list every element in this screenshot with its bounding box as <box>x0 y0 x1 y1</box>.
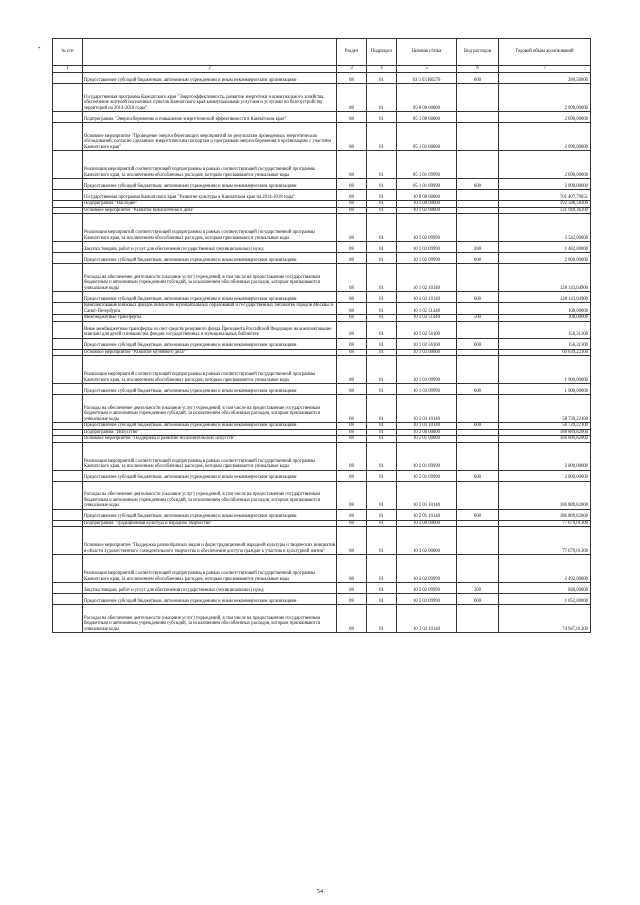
row-name-cell: Основное мероприятие "Поддержка и развитие исполнительских искусств" <box>83 436 337 443</box>
row-section-cell: 08 <box>337 338 367 349</box>
row-num-cell <box>53 509 83 520</box>
row-amount-cell: 58 739,22100 <box>499 423 591 430</box>
row-exptype-cell: 600 <box>457 509 499 520</box>
row-name-cell: Основное мероприятие "Развитие музейного дела" <box>83 349 337 356</box>
row-subsection-cell: 01 <box>367 242 397 253</box>
row-subsection-cell: 01 <box>367 84 397 112</box>
row-subsection-cell: 01 <box>367 349 397 356</box>
row-section-cell: 08 <box>337 264 367 292</box>
col-number: 5 <box>397 66 457 73</box>
row-section-cell: 08 <box>337 292 367 303</box>
row-target-cell: 10 1 02 09990 <box>397 253 457 264</box>
table-row <box>53 442 591 470</box>
table-row <box>53 214 591 242</box>
row-name-cell: Предоставление субсидий бюджетным, автономным учреждениям и иным некоммерческим организациям <box>83 253 337 264</box>
row-exptype-cell <box>457 555 499 583</box>
row-name-cell: Реализация мероприятий соответствующей подпрограммы в рамках соответствующей государственной программы Камчатского края, за исключением обособленных расходов, которым присваиваются уникальные коды <box>83 151 337 179</box>
row-num-cell <box>53 123 83 151</box>
row-section-cell: 08 <box>337 555 367 583</box>
row-name-cell: Предоставление субсидий бюджетным, автономным учреждениям и иным некоммерческим организациям <box>83 73 337 84</box>
row-name-cell: Основное мероприятие "Развитие библиотечного дела" <box>83 207 337 214</box>
row-subsection-cell: 01 <box>367 264 397 292</box>
row-subsection-cell: 01 <box>367 338 397 349</box>
row-name-cell: Государственная программа Камчатского края "Энергоэффективность, развитие энергетики и коммунального хозяйства, обеспечение жителей населенных пунктов Камчатского края коммунальными услугами и услугами по благоустройству территорий на 2014-2018 годы" <box>83 84 337 112</box>
row-subsection-cell: 01 <box>367 520 397 527</box>
row-section-cell: 08 <box>337 84 367 112</box>
row-amount-cell: 77 679,01300 <box>499 527 591 555</box>
row-target-cell: 10 1 02 09990 <box>397 242 457 253</box>
row-exptype-cell: 600 <box>457 594 499 605</box>
row-amount-cell: 186 889,82000 <box>499 509 591 520</box>
row-exptype-cell: 600 <box>457 384 499 395</box>
row-amount-cell: 188 889,82000 <box>499 436 591 443</box>
row-name-cell: Межбюджетные трансферты <box>83 315 337 322</box>
row-subsection-cell: 01 <box>367 151 397 179</box>
row-target-cell: 10 2 01 10140 <box>397 509 457 520</box>
col-number: 7 <box>499 66 591 73</box>
row-num-cell <box>53 555 83 583</box>
row-target-cell: 10 1 02 10140 <box>397 292 457 303</box>
header-exptype: Вид расходов <box>457 39 499 66</box>
row-amount-cell: 2 090,00000 <box>499 179 591 190</box>
row-amount-cell: 131 949,36200 <box>499 207 591 214</box>
row-subsection-cell: 01 <box>367 429 397 436</box>
row-exptype-cell: 200 <box>457 242 499 253</box>
row-target-cell: 10 2 01 09990 <box>397 442 457 470</box>
row-target-cell: 05 1 01 09990 <box>397 179 457 190</box>
row-amount-cell: 74 947,01300 <box>499 605 591 633</box>
row-name-cell: Государственная программа Камчатского края "Развитие культуры в Камчатском крае на 2014-2018 годы" <box>83 190 337 201</box>
row-section-cell: 08 <box>337 242 367 253</box>
row-target-cell: 10 1 03 10140 <box>397 395 457 423</box>
row-target-cell: 10 2 01 00000 <box>397 436 457 443</box>
row-section-cell: 08 <box>337 315 367 322</box>
row-exptype-cell <box>457 395 499 423</box>
row-num-cell <box>53 384 83 395</box>
row-name-cell: Предоставление субсидий бюджетным, автономным учреждениям и иным некоммерческим организациям <box>83 470 337 481</box>
row-target-cell: 05 1 01 00000 <box>397 123 457 151</box>
row-name-cell: Основное мероприятие "Поддержка разнообразных видов и форм традиционной народной культуры и творческих инициатив в области художественного самодеятельного творчества и обеспечение доступа граждан к участию в культурной жизни" <box>83 527 337 555</box>
row-target-cell: 10 1 02 56100 <box>397 321 457 338</box>
row-target-cell: 10 3 02 09990 <box>397 583 457 594</box>
row-name-cell: Предоставление субсидий бюджетным, автономным учреждениям и иным некоммерческим организациям <box>83 594 337 605</box>
row-subsection-cell: 01 <box>367 481 397 509</box>
row-section-cell: 08 <box>337 384 367 395</box>
row-section-cell: 08 <box>337 303 367 315</box>
row-name-cell: Подпрограмма "Наследие" <box>83 201 337 208</box>
table-header-row <box>53 39 591 66</box>
row-exptype-cell: 600 <box>457 73 499 84</box>
row-target-cell: 05 0 00 00000 <box>397 84 457 112</box>
table-row <box>53 470 591 481</box>
header-amount: Годовой объем ассигнований <box>499 39 591 66</box>
row-section-cell: 08 <box>337 605 367 633</box>
row-amount-cell: 2 060,00000 <box>499 253 591 264</box>
row-target-cell: 05 1 00 00000 <box>397 112 457 123</box>
row-amount-cell: 77 679,01300 <box>499 520 591 527</box>
table-row <box>53 179 591 190</box>
row-exptype-cell <box>457 123 499 151</box>
row-subsection-cell: 01 <box>367 179 397 190</box>
row-name-cell: Основное мероприятие "Проведение энергосберегающих мероприятий по результатам проведенных энергетических обследований, согласно сделанных энергетическим паспортам и программам энергосбережения в организациях с участием Камчатского края" <box>83 123 337 151</box>
row-subsection-cell: 01 <box>367 436 397 443</box>
budget-table-sheet <box>52 38 590 633</box>
row-section-cell: 08 <box>337 214 367 242</box>
row-subsection-cell: 01 <box>367 112 397 123</box>
col-number: 6 <box>457 66 499 73</box>
row-exptype-cell <box>457 321 499 338</box>
row-exptype-cell <box>457 442 499 470</box>
row-section-cell: 08 <box>337 442 367 470</box>
row-subsection-cell: 01 <box>367 423 397 430</box>
row-amount-cell: 1 652,00000 <box>499 594 591 605</box>
row-section-cell: 08 <box>337 73 367 84</box>
row-name-cell: Предоставление субсидий бюджетным, автономным учреждениям и иным некоммерческим организациям <box>83 384 337 395</box>
row-amount-cell: 156,31300 <box>499 338 591 349</box>
table-row <box>53 481 591 509</box>
row-section-cell: 08 <box>337 423 367 430</box>
row-section-cell: 08 <box>337 527 367 555</box>
row-subsection-cell: 01 <box>367 190 397 201</box>
table-row <box>53 253 591 264</box>
row-num-cell <box>53 605 83 633</box>
corner-mark: * <box>38 47 41 52</box>
row-exptype-cell: 200 <box>457 583 499 594</box>
row-num-cell <box>53 214 83 242</box>
row-target-cell: 10 3 02 00000 <box>397 527 457 555</box>
row-target-cell: 10 0 00 00000 <box>397 190 457 201</box>
table-row <box>53 190 591 201</box>
row-name-cell: Расходы на обеспечение деятельности (оказание услуг) учреждений, в том числе на предоставление государственным бюджетным и автономным учреждениям субсидий, за исключением обособленных расходов, которым присваиваются уникальные коды <box>83 605 337 633</box>
table-row <box>53 264 591 292</box>
table-row <box>53 594 591 605</box>
row-subsection-cell: 01 <box>367 527 397 555</box>
row-section-cell: 08 <box>337 520 367 527</box>
row-subsection-cell: 01 <box>367 321 397 338</box>
row-name-cell: Подпрограмма "Искусство" <box>83 429 337 436</box>
row-num-cell <box>53 151 83 179</box>
row-num-cell <box>53 242 83 253</box>
row-target-cell: 10 3 02 10140 <box>397 605 457 633</box>
row-name-cell: Реализация мероприятий соответствующей подпрограммы в рамках соответствующей государственной программы Камчатского края, за исключением обособленных расходов, которым присваиваются уникальные коды <box>83 555 337 583</box>
row-subsection-cell: 01 <box>367 509 397 520</box>
row-section-cell: 08 <box>337 201 367 208</box>
table-row <box>53 112 591 123</box>
row-exptype-cell: 600 <box>457 253 499 264</box>
header-subsection: Подраздел <box>367 39 397 66</box>
row-subsection-cell: 01 <box>367 583 397 594</box>
row-name-cell: Предоставление субсидий бюджетным, автономным учреждениям и иным некоммерческим организациям <box>83 338 337 349</box>
row-amount-cell: 2 492,00000 <box>499 555 591 583</box>
row-exptype-cell <box>457 190 499 201</box>
row-subsection-cell: 01 <box>367 442 397 470</box>
row-section-cell: 08 <box>337 594 367 605</box>
row-amount-cell: 108,00000 <box>499 303 591 315</box>
table-row <box>53 151 591 179</box>
row-name-cell: Реализация мероприятий соответствующей подпрограммы в рамках соответствующей государственной программы Камчатского края, за исключением обособленных расходов, которым присваиваются уникальные коды <box>83 214 337 242</box>
row-num-cell <box>53 264 83 292</box>
row-subsection-cell: 01 <box>367 292 397 303</box>
table-row <box>53 338 591 349</box>
row-num-cell <box>53 112 83 123</box>
row-exptype-cell <box>457 112 499 123</box>
row-exptype-cell <box>457 264 499 292</box>
row-subsection-cell: 01 <box>367 356 397 384</box>
table-row <box>53 395 591 423</box>
table-row <box>53 303 591 315</box>
row-exptype-cell <box>457 356 499 384</box>
row-amount-cell: 156,31300 <box>499 321 591 338</box>
row-target-cell: 10 1 02 51440 <box>397 315 457 322</box>
table-row <box>53 292 591 303</box>
col-number: 1 <box>53 66 83 73</box>
row-amount-cell: 188 889,82000 <box>499 429 591 436</box>
col-number: 2 <box>83 66 337 73</box>
row-subsection-cell: 01 <box>367 207 397 214</box>
row-num-cell <box>53 470 83 481</box>
row-num-cell <box>53 190 83 201</box>
row-name-cell: Расходы на обеспечение деятельности (оказание услуг) учреждений, в том числе на предоставление государственным бюджетным и автономным учреждениям субсидий, за исключением обособленных расходов, которым присваиваются уникальные коды <box>83 481 337 509</box>
row-subsection-cell: 01 <box>367 594 397 605</box>
row-section-cell: 08 <box>337 179 367 190</box>
row-num-cell <box>53 84 83 112</box>
table-row <box>53 84 591 112</box>
row-exptype-cell <box>457 151 499 179</box>
row-num-cell <box>53 73 83 84</box>
row-target-cell: 10 1 02 51440 <box>397 303 457 315</box>
page-number: 54 <box>317 889 323 895</box>
header-section: Раздел <box>337 39 367 66</box>
row-section-cell: 08 <box>337 583 367 594</box>
row-amount-cell: 186 889,82000 <box>499 481 591 509</box>
row-section-cell: 08 <box>337 481 367 509</box>
row-target-cell: 10 1 03 10140 <box>397 423 457 430</box>
row-section-cell: 08 <box>337 123 367 151</box>
row-amount-cell: 58 739,22100 <box>499 395 591 423</box>
row-subsection-cell: 01 <box>367 384 397 395</box>
row-target-cell: 10 2 01 10140 <box>397 481 457 509</box>
row-amount-cell: 701 407,79651 <box>499 190 591 201</box>
row-exptype-cell: 600 <box>457 423 499 430</box>
row-section-cell: 08 <box>337 190 367 201</box>
row-section-cell: 08 <box>337 349 367 356</box>
row-num-cell <box>53 356 83 384</box>
row-subsection-cell: 01 <box>367 395 397 423</box>
row-exptype-cell: 600 <box>457 470 499 481</box>
row-subsection-cell: 01 <box>367 470 397 481</box>
row-section-cell: 08 <box>337 509 367 520</box>
row-target-cell: 10 2 00 00000 <box>397 429 457 436</box>
row-exptype-cell <box>457 84 499 112</box>
row-target-cell: 05 1 01 09990 <box>397 151 457 179</box>
row-section-cell: 08 <box>337 470 367 481</box>
col-number: 4 <box>367 66 397 73</box>
row-target-cell: 10 2 01 09990 <box>397 470 457 481</box>
row-amount-cell: 60 639,22100 <box>499 349 591 356</box>
row-num-cell <box>53 292 83 303</box>
row-section-cell: 08 <box>337 429 367 436</box>
row-section-cell: 08 <box>337 356 367 384</box>
row-exptype-cell: 500 <box>457 315 499 322</box>
row-amount-cell: 2 090,00000 <box>499 84 591 112</box>
row-exptype-cell <box>457 527 499 555</box>
row-name-cell: Расходы на обеспечение деятельности (оказание услуг) учреждений, в том числе на предоставление государственным бюджетным и автономным учреждениям субсидий, за исключением обособленных расходов, которым присваиваются уникальные коды <box>83 395 337 423</box>
row-amount-cell: 280,50000 <box>499 73 591 84</box>
header-name <box>83 39 337 66</box>
row-name-cell: Комплектование книжных фондов библиотек муниципальных образований и государственных библиотек городов Москвы и Санкт-Петербурга <box>83 303 337 315</box>
row-num-cell <box>53 481 83 509</box>
row-subsection-cell: 01 <box>367 315 397 322</box>
row-section-cell: 08 <box>337 321 367 338</box>
row-amount-cell: 128 143,04900 <box>499 264 591 292</box>
row-amount-cell: 2 000,00000 <box>499 470 591 481</box>
row-name-cell: Подпрограмма "Энергосбережение и повышение энергетической эффективности в Камчатском крае" <box>83 112 337 123</box>
row-num-cell <box>53 594 83 605</box>
row-target-cell: 10 1 03 09990 <box>397 384 457 395</box>
row-target-cell: 10 1 02 10140 <box>397 264 457 292</box>
row-num-cell <box>53 395 83 423</box>
row-exptype-cell: 600 <box>457 292 499 303</box>
table-row <box>53 583 591 594</box>
row-amount-cell: 2 090,00000 <box>499 112 591 123</box>
row-target-cell: 10 3 00 00000 <box>397 520 457 527</box>
row-section-cell: 08 <box>337 112 367 123</box>
row-amount-cell: 840,00000 <box>499 583 591 594</box>
row-target-cell: 10 1 03 00000 <box>397 349 457 356</box>
row-amount-cell: 128 143,04900 <box>499 292 591 303</box>
row-amount-cell: 3 542,00000 <box>499 214 591 242</box>
row-name-cell: Расходы на обеспечение деятельности (оказание услуг) учреждений, в том числе на предоставление государственным бюджетным и автономным учреждениям субсидий, за исключением обособленных расходов, которым присваиваются уникальные коды <box>83 264 337 292</box>
row-name-cell: Реализация мероприятий соответствующей подпрограммы в рамках соответствующей государственной программы Камчатского края, за исключением обособленных расходов, которым присваиваются уникальные коды <box>83 356 337 384</box>
row-amount-cell: 2 090,00000 <box>499 151 591 179</box>
row-name-cell: Предоставление субсидий бюджетным, автономным учреждениям и иным некоммерческим организациям <box>83 292 337 303</box>
table-row <box>53 242 591 253</box>
table-row <box>53 527 591 555</box>
row-exptype-cell <box>457 303 499 315</box>
row-name-cell: Предоставление субсидий бюджетным, автономным учреждениям и иным некоммерческим организациям <box>83 509 337 520</box>
row-exptype-cell <box>457 481 499 509</box>
row-subsection-cell: 01 <box>367 123 397 151</box>
row-num-cell <box>53 338 83 349</box>
row-name-cell: Закупка товаров, работ и услуг для обеспечения государственных (муниципальных) нужд <box>83 583 337 594</box>
row-amount-cell: 108,00000 <box>499 315 591 322</box>
header-num: № п/п <box>53 39 83 66</box>
row-amount-cell: 1 900,00000 <box>499 356 591 384</box>
table-row <box>53 356 591 384</box>
row-target-cell: 10 1 00 00000 <box>397 201 457 208</box>
col-number: 3 <box>337 66 367 73</box>
row-amount-cell: 1 482,00000 <box>499 242 591 253</box>
header-target: Целевая статья <box>397 39 457 66</box>
row-target-cell: 10 3 02 09990 <box>397 555 457 583</box>
row-name-cell: Предоставление субсидий бюджетным, автономным учреждениям и иным некоммерческим организациям <box>83 179 337 190</box>
row-num-cell <box>53 303 83 315</box>
row-name-cell: Закупка товаров, работ и услуг для обеспечения государственных (муниципальных) нужд <box>83 242 337 253</box>
table-row <box>53 555 591 583</box>
row-name-cell: Реализация мероприятий соответствующей подпрограммы в рамках соответствующей государственной программы Камчатского края, за исключением обособленных расходов, которым присваиваются уникальные коды <box>83 442 337 470</box>
row-section-cell: 08 <box>337 253 367 264</box>
row-subsection-cell: 01 <box>367 253 397 264</box>
table-row <box>53 123 591 151</box>
row-target-cell: 10 1 02 09990 <box>397 214 457 242</box>
row-section-cell: 08 <box>337 395 367 423</box>
row-num-cell <box>53 527 83 555</box>
row-num-cell <box>53 583 83 594</box>
row-subsection-cell: 01 <box>367 605 397 633</box>
table-row <box>53 509 591 520</box>
row-subsection-cell: 01 <box>367 555 397 583</box>
row-target-cell: 10 1 02 00000 <box>397 207 457 214</box>
row-amount-cell: 1 900,00000 <box>499 384 591 395</box>
row-section-cell: 08 <box>337 436 367 443</box>
row-target-cell: 10 3 02 09990 <box>397 594 457 605</box>
row-num-cell <box>53 321 83 338</box>
table-row <box>53 384 591 395</box>
row-exptype-cell <box>457 214 499 242</box>
row-exptype-cell: 600 <box>457 179 499 190</box>
table-row <box>53 73 591 84</box>
row-subsection-cell: 01 <box>367 73 397 84</box>
row-amount-cell: 2 090,00000 <box>499 123 591 151</box>
row-name-cell: Подпрограмма "Традиционная культура и народное творчество" <box>83 520 337 527</box>
row-subsection-cell: 01 <box>367 214 397 242</box>
row-subsection-cell: 01 <box>367 303 397 315</box>
table-row <box>53 321 591 338</box>
row-amount-cell: 192 588,58300 <box>499 201 591 208</box>
row-target-cell: 10 1 02 56100 <box>397 338 457 349</box>
row-section-cell: 08 <box>337 151 367 179</box>
row-num-cell <box>53 179 83 190</box>
row-name-cell: Предоставление субсидий бюджетным, автономным учреждениям и иным некоммерческим организациям <box>83 423 337 430</box>
row-exptype-cell <box>457 605 499 633</box>
row-amount-cell: 2 000,00000 <box>499 442 591 470</box>
row-num-cell <box>53 442 83 470</box>
row-name-cell: Иные межбюджетные трансферты за счет средств резервного фонда Президента Российской Федерации на комплектование книгами для детей и юношества фондов государственных и муниципальных библиотек <box>83 321 337 338</box>
row-num-cell <box>53 253 83 264</box>
row-subsection-cell: 01 <box>367 201 397 208</box>
table-row <box>53 605 591 633</box>
row-section-cell: 08 <box>337 207 367 214</box>
row-target-cell: 10 1 03 09990 <box>397 356 457 384</box>
row-target-cell: 03 3 03 R0270 <box>397 73 457 84</box>
row-exptype-cell: 600 <box>457 338 499 349</box>
column-number-row <box>53 66 591 73</box>
budget-allocation-table <box>52 38 591 633</box>
